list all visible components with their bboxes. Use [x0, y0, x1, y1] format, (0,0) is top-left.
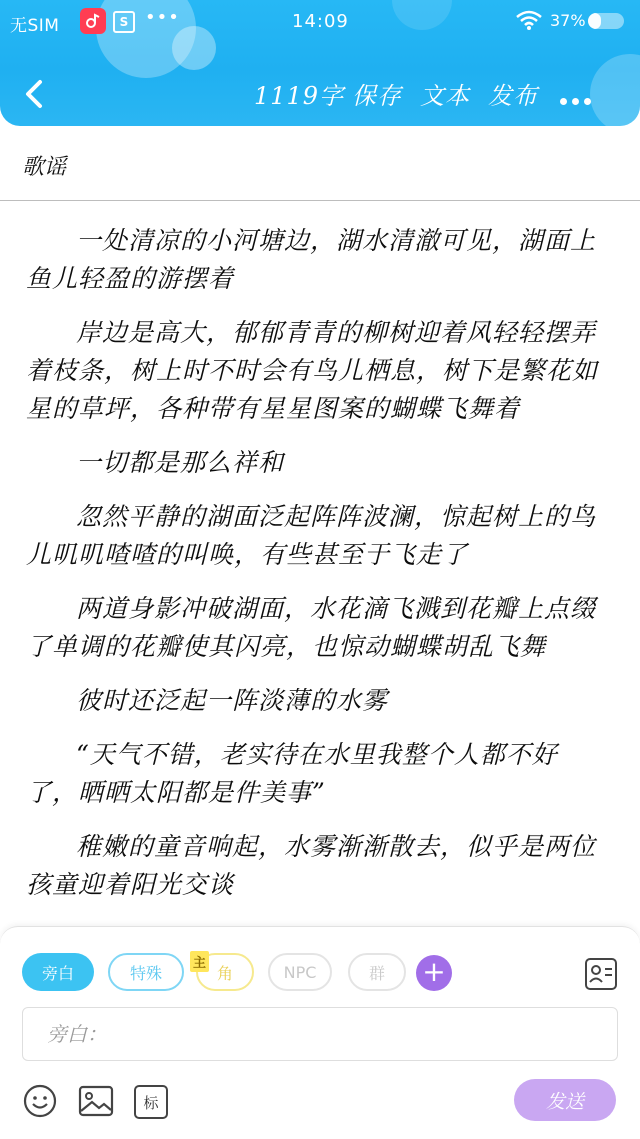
publish-button[interactable]: 发布 [488, 82, 538, 110]
character-card-button[interactable] [584, 957, 618, 991]
more-dot-icon [584, 98, 591, 105]
more-dot-icon [560, 98, 567, 105]
app-header [0, 0, 640, 126]
story-paragraph: 忽然平静的湖面泛起阵阵波澜，惊起树上的鸟儿叽叽喳喳的叫唤，有些甚至于飞走了 [26, 502, 597, 569]
story-paragraph: 一切都是那么祥和 [76, 448, 285, 477]
clock: 14:09 [292, 11, 349, 32]
role-main-label: 角 [216, 963, 233, 983]
compose-panel [0, 926, 640, 1139]
message-input-box[interactable] [22, 1007, 618, 1061]
emoji-button[interactable] [22, 1083, 58, 1119]
title-text: 歌谣 [22, 155, 67, 180]
editor-toolbar [0, 62, 640, 122]
role-special-button[interactable]: 特殊 [108, 953, 184, 991]
more-options-button[interactable] [560, 90, 600, 100]
story-paragraph: 一处清凉的小河塘边，湖水清澈可见，湖面上鱼儿轻盈的游摆着 [26, 226, 597, 293]
contact-card-icon [584, 957, 618, 991]
word-count: 1119字 [254, 82, 345, 110]
status-bar [0, 0, 640, 44]
emoji-icon [22, 1083, 58, 1119]
tag-button[interactable]: 标 [134, 1085, 168, 1119]
role-npc-button[interactable]: NPC [268, 953, 332, 991]
role-narration-button[interactable]: 旁白 [22, 953, 94, 991]
wifi-icon [515, 9, 543, 36]
battery-percent: 37% [550, 11, 586, 30]
story-paragraph: 岸边是高大，郁郁青青的柳树迎着风轻轻摆弄着枝条，树上时不时会有鸟儿栖息，树下是繁花如星的草坪，各种带有星星图案的蝴蝶飞舞着 [26, 318, 599, 423]
more-dot-icon [572, 98, 579, 105]
story-paragraph: 两道身影冲破湖面，水花滴飞溅到花瓣上点缀了单调的花瓣使其闪亮，也惊动蝴蝶胡乱飞舞 [26, 594, 597, 661]
role-group-button[interactable]: 群 [348, 953, 406, 991]
add-role-button[interactable] [416, 955, 452, 991]
back-button[interactable] [16, 74, 56, 114]
story-paragraph: “天气不错，老实待在水里我整个人都不好了，晒晒太阳都是件美事” [26, 740, 558, 807]
story-editor[interactable] [26, 222, 606, 926]
main-role-tag: 主 [190, 951, 209, 972]
role-main-button[interactable] [193, 953, 254, 991]
text-button[interactable]: 文本 [420, 82, 470, 110]
image-button[interactable] [78, 1083, 114, 1119]
save-button[interactable]: 保存 [352, 82, 402, 110]
message-input[interactable] [23, 1008, 617, 1060]
title-field[interactable] [0, 126, 640, 201]
battery-icon [588, 13, 624, 29]
plus-icon: + [422, 955, 446, 988]
send-button[interactable]: 发送 [514, 1079, 616, 1121]
story-paragraph: 彼时还泛起一阵淡薄的水雾 [76, 686, 389, 715]
story-paragraph: 稚嫩的童音响起，水雾渐渐散去，似乎是两位孩童迎着阳光交谈 [26, 832, 597, 899]
chevron-left-icon [16, 74, 56, 114]
s-app-icon: S [113, 11, 135, 33]
music-app-icon [80, 8, 106, 34]
carrier-label: 无SIM [10, 16, 60, 36]
more-notifications-icon: ••• [145, 7, 180, 28]
image-icon [78, 1083, 114, 1119]
